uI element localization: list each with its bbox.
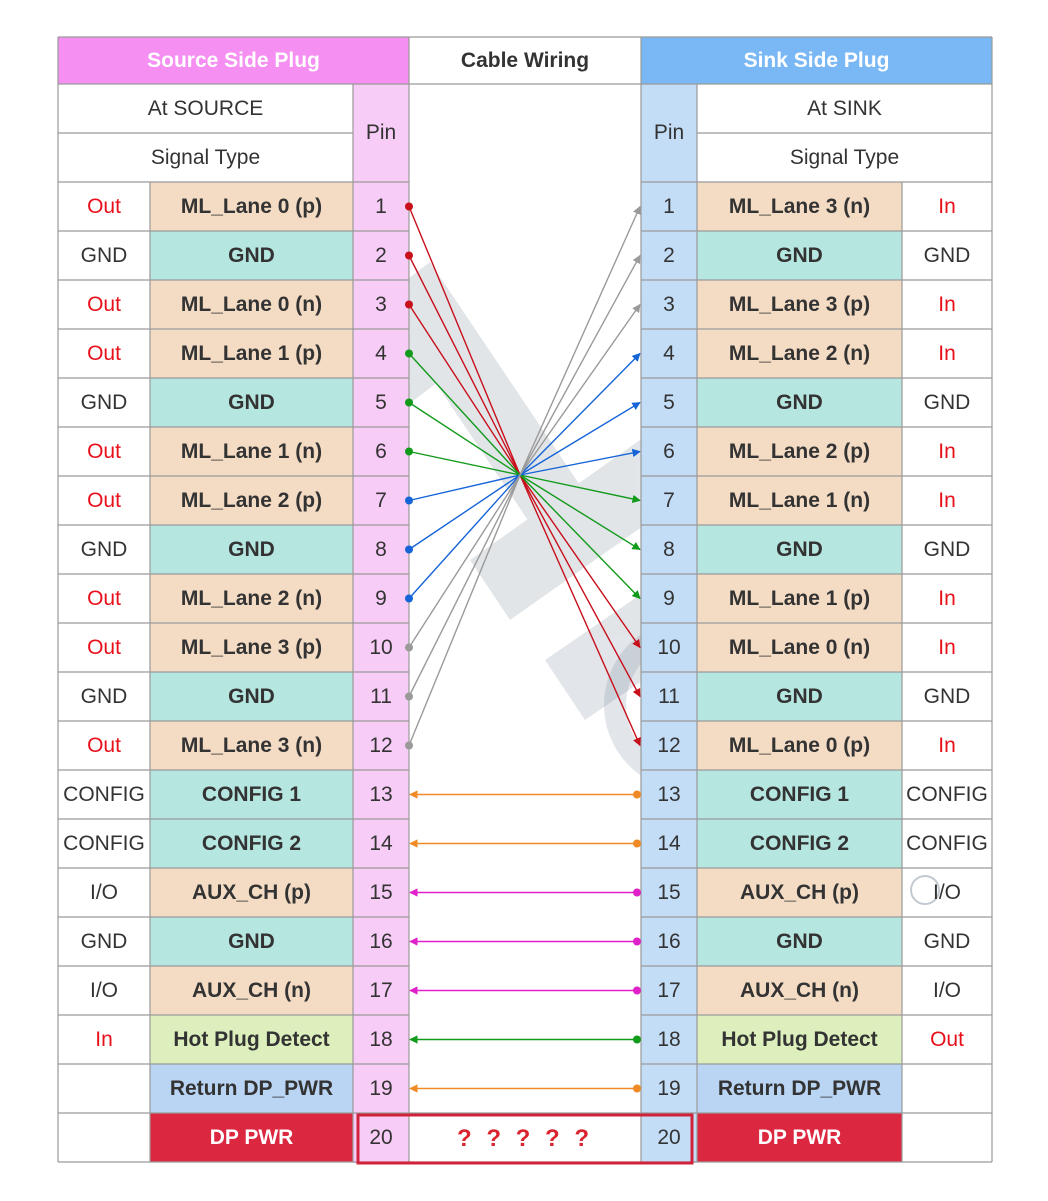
source-signal-name: Hot Plug Detect [173,1027,330,1051]
source-signal-name: ML_Lane 3 (n) [180,733,323,757]
sink-pin-number: 10 [657,635,681,659]
source-signal-name: ML_Lane 1 (n) [180,439,323,463]
wire-endpoint-dot [633,938,641,946]
source-side-plug-header: Source Side Plug [147,48,320,72]
sink-direction: GND [923,929,971,953]
source-direction: Out [87,635,121,659]
sink-direction [902,1113,992,1162]
sink-direction: In [938,586,956,610]
sink-signal-name: GND [776,243,823,267]
sink-direction: CONFIG [906,831,988,855]
wire-endpoint-dot [633,1036,641,1044]
sink-direction: GND [923,243,971,267]
source-signal-name: DP PWR [209,1125,294,1149]
sink-direction: GND [923,390,971,414]
source-direction: GND [80,929,128,953]
sink-pin-number: 1 [663,194,675,218]
source-pin-number: 11 [370,684,392,708]
sink-signal-name: Return DP_PWR [717,1076,882,1100]
sink-pin-number: 7 [663,488,675,512]
sink-pin-number: 8 [663,537,675,561]
source-direction: CONFIG [63,831,145,855]
sink-signal-name: ML_Lane 0 (n) [728,635,871,659]
sink-signal-name: ML_Lane 3 (n) [728,194,871,218]
source-signal-name: GND [228,929,275,953]
wire-pin-16-to-16 [410,938,641,946]
source-direction [58,1064,150,1113]
sink-direction: In [938,733,956,757]
source-signal-name: GND [228,537,275,561]
wire-pin-15-to-15 [410,889,641,897]
source-pin-number: 20 [369,1125,393,1149]
sink-pin-number: 19 [657,1076,681,1100]
sink-direction: In [938,194,956,218]
source-direction: I/O [89,880,118,904]
source-direction: GND [80,243,128,267]
sink-pin-number: 9 [663,586,675,610]
source-pin-number: 16 [369,929,393,953]
sink-direction: CONFIG [906,782,988,806]
source-direction: Out [87,733,121,757]
sink-signal-name: Hot Plug Detect [721,1027,878,1051]
source-signal-name: ML_Lane 0 (n) [180,292,323,316]
source-pin-number: 10 [369,635,393,659]
source-signal-name: CONFIG 2 [201,831,302,855]
at-source-label: At SOURCE [147,96,264,120]
sink-pin-number: 16 [657,929,681,953]
sink-pin-number: 3 [663,292,675,316]
wire-endpoint-dot [633,1085,641,1093]
sink-pin-number: 12 [657,733,681,757]
sink-signal-name: AUX_CH (p) [740,880,859,904]
wire-pin-14-to-14 [410,840,641,848]
sink-pin-number: 2 [663,243,675,267]
wire-endpoint-dot [633,987,641,995]
sink-signal-name: GND [776,684,823,708]
sink-direction: I/O [932,880,961,904]
sink-direction: In [938,488,956,512]
sink-signal-name: ML_Lane 1 (p) [728,586,871,610]
source-pin-number: 2 [375,243,387,267]
sink-pin-label: Pin [653,121,685,144]
wire-endpoint-dot [633,889,641,897]
sink-signal-name: ML_Lane 2 (p) [728,439,871,463]
sink-signal-name: ML_Lane 1 (n) [728,488,871,512]
sink-direction: Out [930,1027,964,1051]
at-sink-label: At SINK [807,96,882,120]
sink-signal-name: ML_Lane 2 (n) [728,341,871,365]
sink-direction: In [938,341,956,365]
sink-direction: In [938,635,956,659]
source-direction: Out [87,194,121,218]
sink-signal-name: DP PWR [757,1125,842,1149]
source-pin-number: 7 [375,488,387,512]
source-signal-name: ML_Lane 2 (p) [180,488,323,512]
source-pin-label: Pin [365,121,397,144]
sink-pin-number: 6 [663,439,675,463]
source-direction: GND [80,537,128,561]
sink-signal-name: AUX_CH (n) [740,978,859,1002]
sink-signal-name: GND [776,390,823,414]
source-direction: GND [80,390,128,414]
source-signal-name: CONFIG 1 [201,782,302,806]
sink-signal-name: ML_Lane 0 (p) [728,733,871,757]
wire-endpoint-dot [633,840,641,848]
source-pin-number: 12 [369,733,393,757]
sink-signal-name: CONFIG 1 [749,782,850,806]
source-pin-number: 9 [375,586,387,610]
source-pin-number: 13 [369,782,393,806]
sink-pin-number: 5 [663,390,675,414]
source-pin-number: 14 [369,831,393,855]
source-direction [58,1113,150,1162]
source-direction: Out [87,439,121,463]
source-pin-number: 17 [369,978,393,1002]
source-direction: CONFIG [63,782,145,806]
source-signal-name: AUX_CH (p) [192,880,311,904]
source-direction: Out [87,488,121,512]
sink-signal-type-label: Signal Type [789,145,900,169]
source-direction: GND [80,684,128,708]
sink-pin-number: 14 [657,831,681,855]
source-signal-name: Return DP_PWR [169,1076,334,1100]
source-pin-number: 6 [375,439,387,463]
source-direction: I/O [89,978,118,1002]
sink-pin-number: 15 [657,880,681,904]
source-signal-name: GND [228,684,275,708]
source-pin-number: 5 [375,390,387,414]
sink-signal-name: CONFIG 2 [749,831,850,855]
source-signal-name: GND [228,243,275,267]
sink-direction: GND [923,537,971,561]
source-pin-number: 19 [369,1076,393,1100]
sink-pin-number: 18 [657,1027,681,1051]
sink-signal-name: ML_Lane 3 (p) [728,292,871,316]
sink-pin-number: 4 [663,341,675,365]
source-signal-name: ML_Lane 3 (p) [180,635,323,659]
wire-pin-18-to-18 [410,1036,641,1044]
source-pin-number: 3 [375,292,387,316]
source-signal-name: ML_Lane 1 (p) [180,341,323,365]
source-direction: In [95,1027,113,1051]
source-pin-number: 4 [375,341,387,365]
sink-pin-number: 13 [657,782,681,806]
source-signal-name: ML_Lane 2 (n) [180,586,323,610]
wire-endpoint-dot [633,791,641,799]
source-pin-number: 1 [375,194,387,218]
source-direction: Out [87,586,121,610]
sink-pin-number: 11 [658,684,680,708]
source-signal-name: ML_Lane 0 (p) [180,194,323,218]
sink-direction [902,1064,992,1113]
source-pin-number: 18 [369,1027,393,1051]
wire-pin-19-to-19 [410,1085,641,1093]
sink-direction: I/O [932,978,961,1002]
source-pin-number: 8 [375,537,387,561]
pin20-wiring-unknown: ? ? ? ? ? [457,1125,593,1152]
source-signal-name: AUX_CH (n) [192,978,311,1002]
source-signal-type-label: Signal Type [150,145,261,169]
sink-pin-number: 20 [657,1125,681,1149]
sink-direction: In [938,439,956,463]
sink-direction: GND [923,684,971,708]
sink-side-plug-header: Sink Side Plug [743,48,890,72]
cable-wiring-header: Cable Wiring [460,48,590,72]
sink-signal-name: GND [776,929,823,953]
source-direction: Out [87,292,121,316]
sink-signal-name: GND [776,537,823,561]
sink-direction: In [938,292,956,316]
source-direction: Out [87,341,121,365]
sink-pin-number: 17 [657,978,681,1002]
wire-pin-13-to-13 [410,791,641,799]
source-signal-name: GND [228,390,275,414]
wire-pin-17-to-17 [410,987,641,995]
source-pin-number: 15 [369,880,393,904]
